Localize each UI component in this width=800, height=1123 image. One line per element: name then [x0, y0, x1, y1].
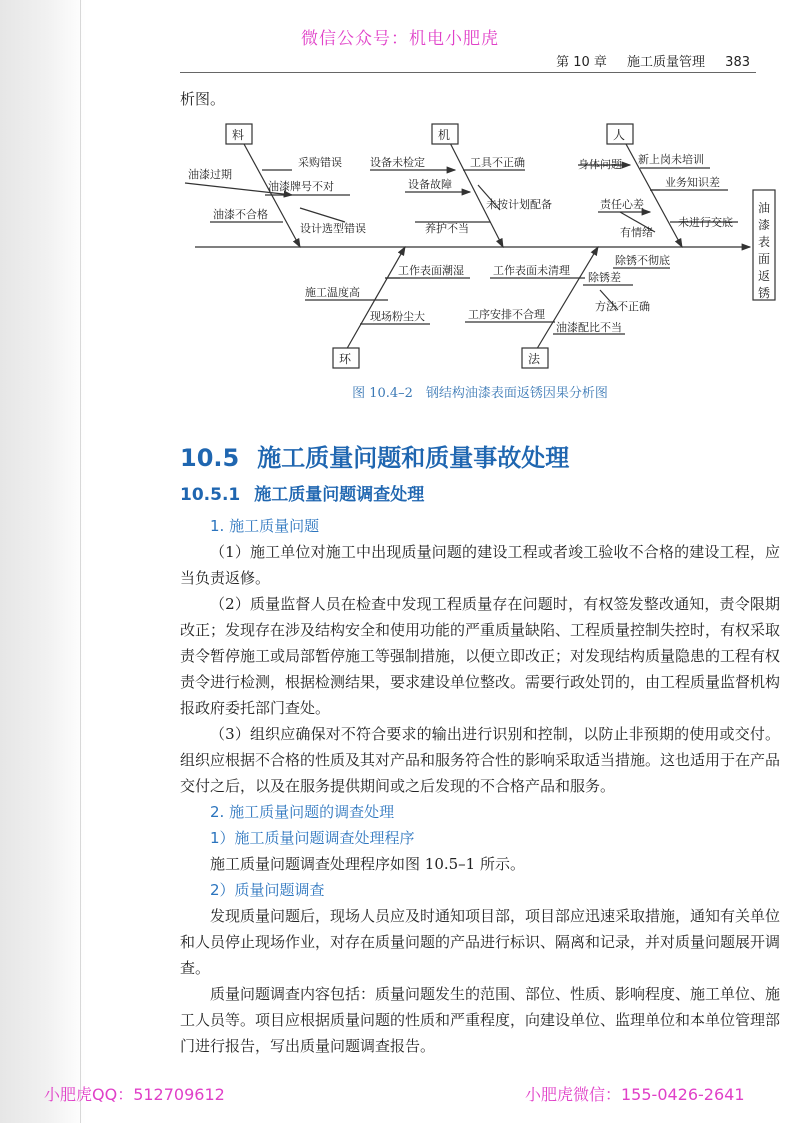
cause-label: 设计选型错误 — [300, 222, 366, 235]
watermark-bottom-left: 小肥虎QQ：512709612 — [44, 1085, 225, 1104]
effect-char: 油 — [758, 201, 771, 215]
cause-label: 除锈差 — [588, 271, 621, 284]
cause-label: 采购错误 — [298, 156, 342, 169]
cause-label: 未进行交底 — [678, 216, 733, 229]
intro-fragment: 析图。 — [180, 90, 226, 108]
category-environment: 环 — [339, 352, 352, 366]
body-text — [180, 513, 780, 1059]
cause-label: 油漆配比不当 — [556, 321, 622, 334]
section-heading — [180, 438, 569, 473]
cause-label: 工具不正确 — [470, 156, 525, 169]
subsection-heading — [180, 480, 424, 505]
effect-char: 面 — [758, 252, 771, 266]
category-people: 人 — [613, 128, 626, 142]
cause-label: 设备故障 — [408, 178, 452, 191]
category-material: 料 — [232, 128, 245, 142]
watermark-bottom-right: 小肥虎微信：155-0426-2641 — [525, 1085, 745, 1104]
cause-label: 有情绪 — [620, 226, 653, 239]
paragraph-3: （3）组织应确保对不符合要求的输出进行识别和控制，以防止非预期的使用或交付。组织应根据不合格的性质及其对产品和服务符合性的影响采取适当措施。这也适用于在产品交付之后，以及在服务提供期间或之后发现的不合格产品和服务。 — [180, 725, 781, 795]
cause-label: 业务知识差 — [665, 176, 720, 189]
chapter-title: 施工质量管理 — [627, 55, 706, 70]
paragraph-6: 质量问题调查内容包括：质量问题发生的范围、部位、性质、影响程度、施工单位、施工人员等。项目应根据质量问题的性质和严重程度，向建设单位、监理单位和本单位管理部门进行报告，写出质量问题调查报告。 — [180, 985, 781, 1055]
section-number: 10.5 — [180, 444, 240, 472]
subsection-title: 施工质量问题调查处理 — [254, 485, 425, 505]
chapter-number: 第 10 章 — [556, 55, 607, 70]
cause-label: 施工温度高 — [305, 286, 360, 299]
category-method: 法 — [528, 352, 541, 366]
cause-label: 新上岗未培训 — [638, 153, 704, 166]
cause-label: 责任心差 — [600, 198, 644, 211]
subsection-number: 10.5.1 — [180, 485, 241, 505]
cause-label: 设备未检定 — [370, 156, 425, 169]
cause-label: 方法不正确 — [595, 300, 650, 313]
fishbone-diagram — [0, 0, 800, 380]
cause-label: 工序安排不合理 — [468, 308, 545, 321]
heading-procedure: 1）施工质量问题调查处理程序 — [210, 829, 415, 847]
cause-label: 除锈不彻底 — [615, 254, 670, 267]
paragraph-5: 发现质量问题后，现场人员应及时通知项目部，项目部应迅速采取措施，通知有关单位和人员停止现场作业，对存在质量问题的产品进行标识、隔离和记录，并对质量问题展开调查。 — [180, 907, 781, 977]
cause-label: 油漆不合格 — [213, 208, 268, 221]
cause-label: 养护不当 — [425, 222, 469, 235]
cause-label: 身体问题 — [578, 158, 622, 171]
heading-quality-problem: 1. 施工质量问题 — [210, 517, 320, 535]
cause-label: 油漆牌号不对 — [268, 180, 334, 193]
section-title: 施工质量问题和质量事故处理 — [257, 444, 570, 472]
cause-label: 现场粉尘大 — [370, 310, 425, 323]
figure-caption: 图 10.4–2 钢结构油漆表面返锈因果分析图 — [352, 386, 608, 401]
paragraph-2: （2）质量监督人员在检查中发现工程质量存在问题时，有权签发整改通知，责令限期改正；发现存在涉及结构安全和使用功能的严重质量缺陷、工程质量控制失控时，有权采取责令暂停施工或局部暂停施工等强制措施，以便立即改正；对发现结构质量隐患的工程有权责令进行检测，根据检测结果，要求建设单位整改。需要行政处罚的，由工程质量监督机构报政府委托部门查处。 — [180, 595, 781, 717]
page-number: 383 — [725, 55, 750, 70]
cause-label: 油漆过期 — [188, 168, 232, 181]
category-machine: 机 — [438, 128, 451, 142]
paragraph-4: 施工质量问题调查处理程序如图 10.5–1 所示。 — [210, 855, 525, 873]
watermark-top: 微信公众号：机电小肥虎 — [301, 29, 499, 49]
effect-char: 漆 — [758, 218, 771, 232]
cause-label: 未按计划配备 — [486, 198, 552, 211]
cause-label: 工作表面未清理 — [493, 264, 570, 277]
paragraph-1: （1）施工单位对施工中出现质量问题的建设工程或者竣工验收不合格的建设工程，应当负责返修。 — [180, 543, 780, 587]
heading-problem-investigation: 2）质量问题调查 — [210, 881, 325, 899]
effect-char: 锈 — [758, 286, 771, 300]
cause-label: 工作表面潮湿 — [398, 264, 464, 277]
heading-investigation: 2. 施工质量问题的调查处理 — [210, 803, 395, 821]
effect-char: 表 — [758, 235, 771, 249]
effect-char: 返 — [758, 269, 771, 283]
